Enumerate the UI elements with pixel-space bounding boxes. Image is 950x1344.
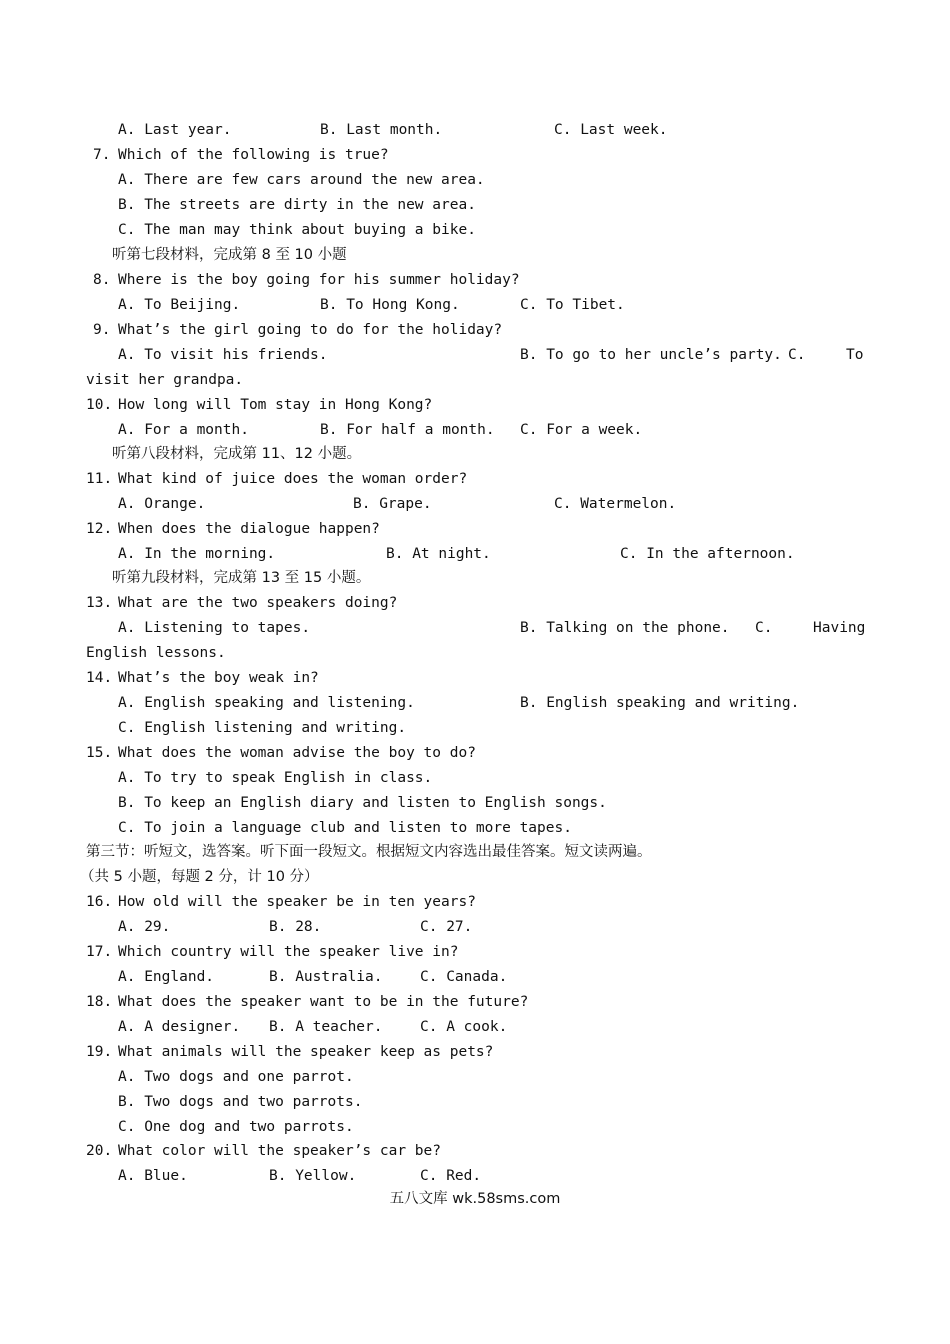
q13-question: What are the two speakers doing? (118, 595, 398, 611)
q11-option-b: B. Grape. (353, 496, 432, 512)
q12-number: 12. (86, 521, 113, 537)
q6-option-b: B. Last month. (320, 122, 443, 138)
q11-option-c: C. Watermelon. (554, 496, 677, 512)
q9-option-c-letter: C. (788, 347, 806, 363)
q13-number: 13. (86, 595, 113, 611)
q15-question: What does the woman advise the boy to do? (118, 745, 476, 761)
q19-number: 19. (86, 1044, 113, 1060)
q8-question: Where is the boy going for his summer holiday? (118, 272, 520, 288)
q9-option-c-cont: visit her grandpa. (86, 372, 244, 388)
q18-option-a: A. A designer. (118, 1019, 241, 1035)
q18-question: What does the speaker want to be in the future? (118, 994, 529, 1010)
q10-option-b: B. For half a month. (320, 422, 495, 438)
q20-number: 20. (86, 1143, 113, 1159)
q9-option-a: A. To visit his friends. (118, 347, 328, 363)
q17-option-a: A. England. (118, 969, 215, 985)
q14-question: What’s the boy weak in? (118, 670, 319, 686)
q12-option-b: B. At night. (386, 546, 491, 562)
q10-option-c: C. For a week. (520, 422, 643, 438)
q19-option-a: A. Two dogs and one parrot. (118, 1069, 354, 1085)
q9-option-b: B. To go to her uncle’s party. (520, 347, 782, 363)
q7-option-b: B. The streets are dirty in the new area. (118, 197, 476, 213)
section-3-title: 第三节：听短文，选答案。听下面一段短文。根据短文内容选出最佳答案。短文读两遍。 (86, 844, 652, 860)
q20-question: What color will the speaker’s car be? (118, 1143, 442, 1159)
q7-question: Which of the following is true? (118, 147, 389, 163)
q16-option-a: A. 29. (118, 919, 171, 935)
q14-option-b: B. English speaking and writing. (520, 695, 800, 711)
q8-option-a: A. To Beijing. (118, 297, 241, 313)
q16-question: How old will the speaker be in ten years? (118, 894, 476, 910)
q9-question: What’s the girl going to do for the holiday? (118, 322, 503, 338)
q7-number: 7. (93, 147, 111, 163)
q8-number: 8. (93, 272, 111, 288)
q18-option-b: B. A teacher. (269, 1019, 383, 1035)
q13-option-c-letter: C. (755, 620, 773, 636)
q14-option-c: C. English listening and writing. (118, 720, 407, 736)
q13-option-c-cont: English lessons. (86, 645, 226, 661)
section-8-header: 听第八段材料，完成第 11、12 小题。 (112, 446, 362, 462)
q8-option-b: B. To Hong Kong. (320, 297, 460, 313)
q11-number: 11. (86, 471, 113, 487)
q10-option-a: A. For a month. (118, 422, 249, 438)
q20-option-c: C. Red. (420, 1168, 482, 1184)
q15-option-a: A. To try to speak English in class. (118, 770, 433, 786)
q15-option-b: B. To keep an English diary and listen to English songs. (118, 795, 607, 811)
q19-question: What animals will the speaker keep as pets? (118, 1044, 494, 1060)
q9-number: 9. (93, 322, 111, 338)
q7-option-c: C. The man may think about buying a bike. (118, 222, 476, 238)
q17-number: 17. (86, 944, 113, 960)
q18-number: 18. (86, 994, 113, 1010)
q10-question: How long will Tom stay in Hong Kong? (118, 397, 433, 413)
q13-option-a: A. Listening to tapes. (118, 620, 311, 636)
q19-option-c: C. One dog and two parrots. (118, 1119, 354, 1135)
q6-option-c: C. Last week. (554, 122, 668, 138)
q17-option-b: B. Australia. (269, 969, 383, 985)
page-footer: 五八文库 wk.58sms.com (389, 1191, 561, 1207)
q11-question: What kind of juice does the woman order? (118, 471, 468, 487)
q10-number: 10. (86, 397, 113, 413)
q12-option-c: C. In the afternoon. (620, 546, 795, 562)
q20-option-a: A. Blue. (118, 1168, 188, 1184)
q20-option-b: B. Yellow. (269, 1168, 357, 1184)
q13-option-c-start: Having (813, 620, 866, 636)
q12-question: When does the dialogue happen? (118, 521, 380, 537)
q18-option-c: C. A cook. (420, 1019, 508, 1035)
q13-option-b: B. Talking on the phone. (520, 620, 730, 636)
q7-option-a: A. There are few cars around the new area. (118, 172, 485, 188)
q15-option-c: C. To join a language club and listen to more tapes. (118, 820, 572, 836)
section-9-header: 听第九段材料，完成第 13 至 15 小题。 (112, 570, 371, 586)
q17-option-c: C. Canada. (420, 969, 508, 985)
section-7-header: 听第七段材料，完成第 8 至 10 小题 (112, 247, 347, 263)
section-3-note: （共 5 小题，每题 2 分，计 10 分） (80, 869, 319, 885)
q6-option-a: A. Last year. (118, 122, 232, 138)
q14-option-a: A. English speaking and listening. (118, 695, 415, 711)
q16-option-c: C. 27. (420, 919, 473, 935)
q12-option-a: A. In the morning. (118, 546, 276, 562)
q14-number: 14. (86, 670, 113, 686)
q9-option-c-start: To (846, 347, 864, 363)
q8-option-c: C. To Tibet. (520, 297, 625, 313)
q11-option-a: A. Orange. (118, 496, 206, 512)
q17-question: Which country will the speaker live in? (118, 944, 459, 960)
q15-number: 15. (86, 745, 113, 761)
q16-number: 16. (86, 894, 113, 910)
q19-option-b: B. Two dogs and two parrots. (118, 1094, 363, 1110)
q16-option-b: B. 28. (269, 919, 322, 935)
